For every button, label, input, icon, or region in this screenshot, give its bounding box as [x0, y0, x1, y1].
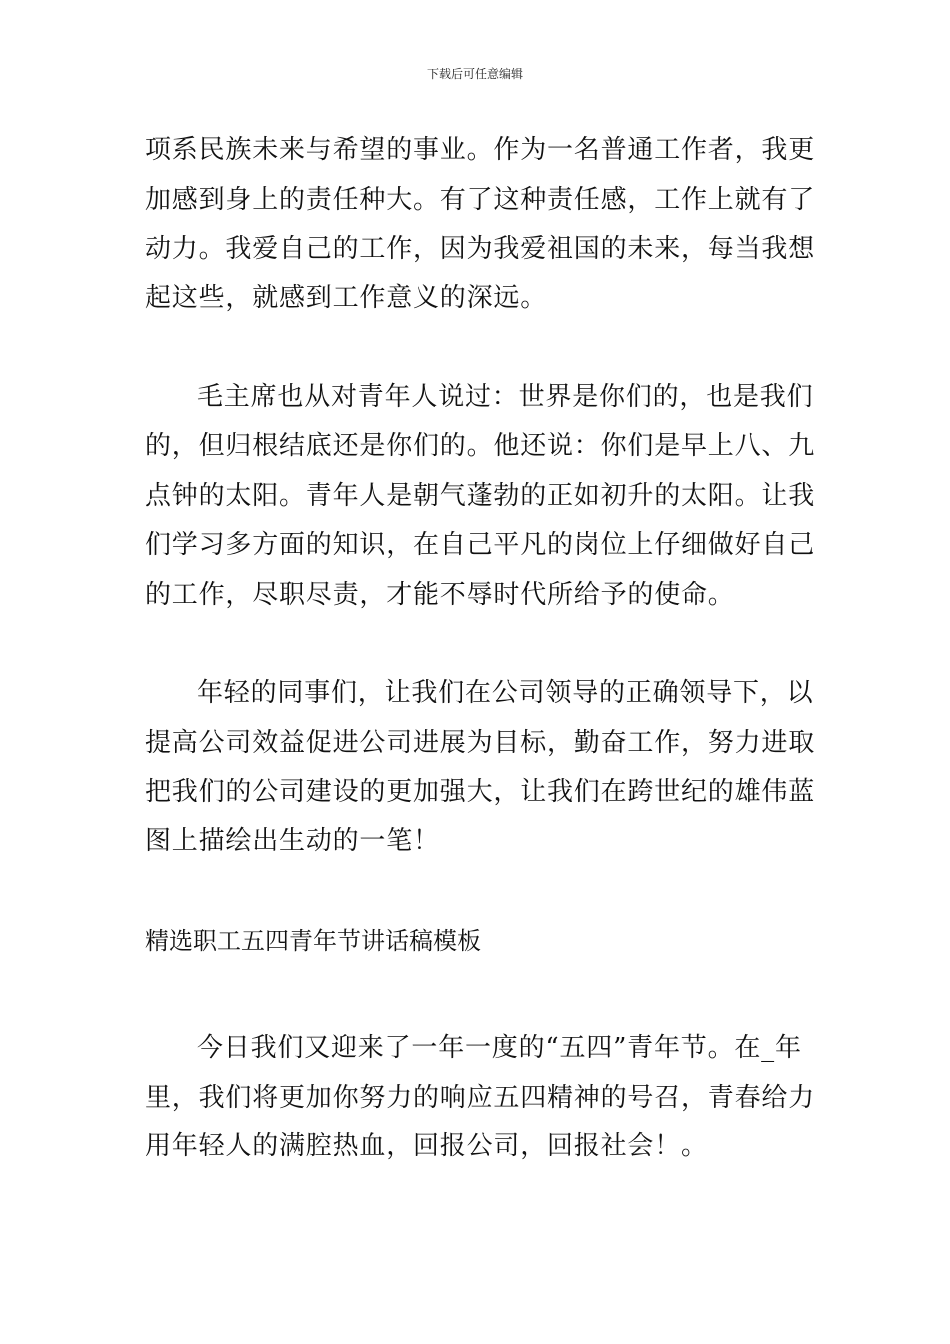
text-line: 里，我们将更加你努力的响应五四精神的号召，青春给力: [145, 1083, 816, 1113]
text-line: 加感到身上的责任种大。有了这种责任感，工作上就有了: [145, 185, 816, 215]
text-line: 用年轻人的满腔热血，回报公司，回报社会！。: [145, 1131, 708, 1161]
text-line: 动力。我爱自己的工作，因为我爱祖国的未来，每当我想: [145, 234, 816, 264]
text-line: 把我们的公司建设的更加强大，让我们在跨世纪的雄伟蓝: [145, 777, 816, 807]
text-line: 的，但归根结底还是你们的。他还说：你们是早上八、九: [145, 431, 816, 461]
text-line: 们学习多方面的知识，在自己平凡的岗位上仔细做好自己: [145, 530, 816, 560]
text-line: 项系民族未来与希望的事业。作为一名普通工作者，我更: [145, 135, 816, 165]
text-line: 图上描绘出生动的一笔！: [145, 826, 440, 856]
text-line: 的工作，尽职尽责，才能不辱时代所给予的使命。: [145, 580, 735, 610]
text-line: 提高公司效益促进公司进展为目标，勤奋工作，努力进取: [145, 728, 816, 758]
text-line: 点钟的太阳。青年人是朝气蓬勃的正如初升的太阳。让我: [145, 481, 816, 511]
text-line: 毛主席也从对青年人说过：世界是你们的，也是我们: [197, 382, 814, 412]
section-heading: 精选职工五四青年节讲话稿模板: [145, 927, 481, 955]
text-line: 起这些，就感到工作意义的深远。: [145, 283, 548, 313]
text-line: 年轻的同事们，让我们在公司领导的正确领导下，以: [197, 678, 814, 708]
page-header-note: 下载后可任意编辑: [426, 67, 523, 81]
text-line: 今日我们又迎来了一年一度的“五四”青年节。在_年: [197, 1033, 802, 1063]
